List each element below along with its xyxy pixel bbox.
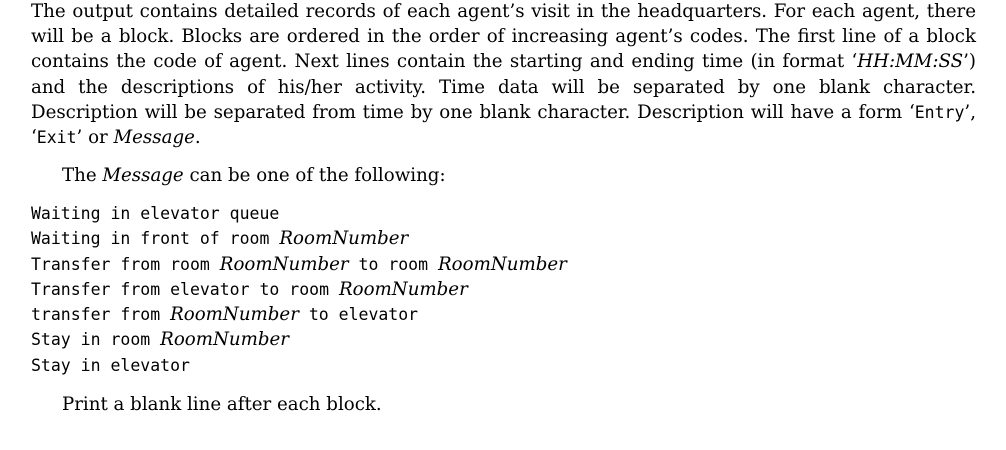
text-fragment: The output contains detailed records of each agent’s visit in the headquarters. For each agent, there will be a block. Blocks are ordered in the order of increasing agent’s codes. The first line of a block contains the code of agent. Next lines contain the starting and ending time (in format ‘ <box>31 1 976 73</box>
room-number-var: RoomNumber <box>279 228 409 250</box>
text-fragment: can be one of the following: <box>183 165 446 186</box>
entry-keyword: Entry <box>914 102 965 122</box>
text-fragment: ’) and the descriptions of his/her activity. Time data will be separated by one blank character. Description will be separated from time by one blank character. Description will have a form ‘ <box>31 51 976 123</box>
message-term: Message <box>102 165 184 186</box>
blank-line-instruction: Print a blank line after each block. <box>62 394 382 415</box>
output-description-paragraph <box>31 0 976 150</box>
text-fragment: . <box>194 127 201 149</box>
message-intro-paragraph <box>62 163 962 188</box>
message-item: Stay in room RoomNumber <box>31 329 289 351</box>
time-format: HH:MM:SS <box>857 51 964 73</box>
text-fragment: The <box>62 165 103 186</box>
text-fragment: ’, ‘ <box>31 101 976 149</box>
room-number-var: RoomNumber <box>338 278 468 300</box>
text-fragment: ’ or <box>76 127 114 149</box>
exit-keyword: Exit <box>36 128 77 148</box>
room-number-var: RoomNumber <box>170 304 299 326</box>
message-term: Message <box>113 127 195 149</box>
message-list <box>31 201 567 378</box>
message-item: Waiting in front of room RoomNumber <box>31 228 409 250</box>
message-item: Transfer from room RoomNumber to room RoomNumber <box>31 253 567 275</box>
message-item: Transfer from elevator to room RoomNumber <box>31 278 468 300</box>
message-item: Stay in elevator <box>31 355 190 375</box>
room-number-var: RoomNumber <box>219 253 349 275</box>
room-number-var: RoomNumber <box>437 253 567 275</box>
message-item: Waiting in elevator queue <box>31 204 280 223</box>
room-number-var: RoomNumber <box>160 329 289 351</box>
message-item: transfer from RoomNumber to elevator <box>31 304 419 326</box>
